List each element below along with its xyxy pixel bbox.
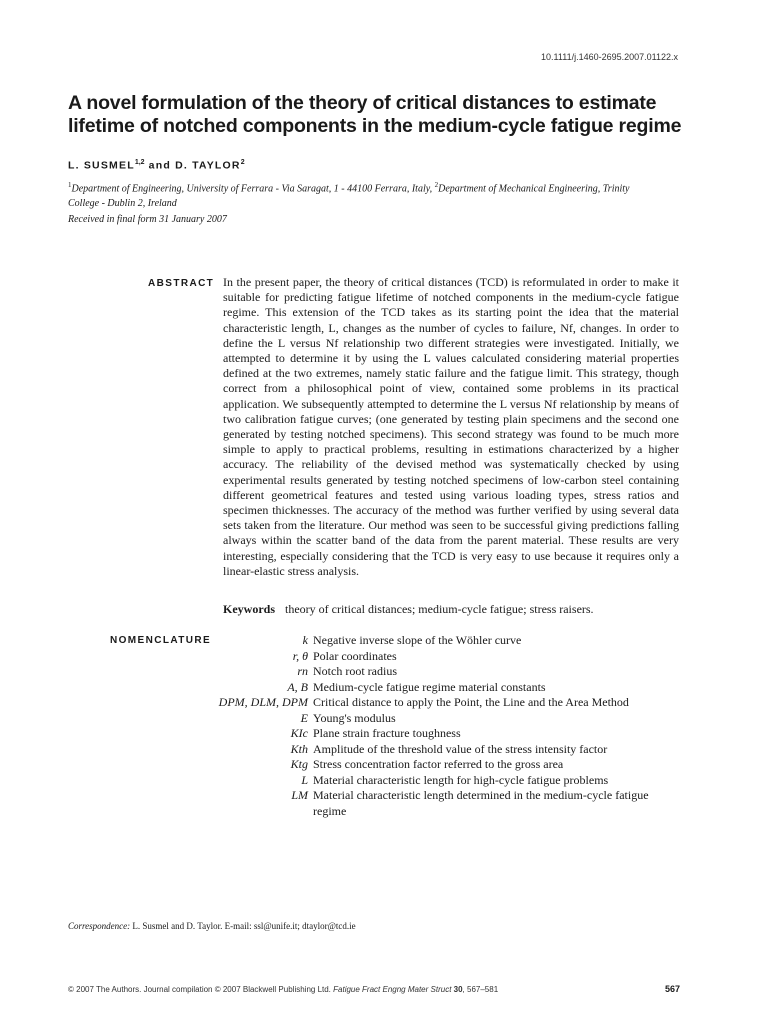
author-susmel-affil: 1,2 <box>134 159 145 166</box>
nomenclature-description: Stress concentration factor referred to the gross area <box>313 757 564 771</box>
affil-2-marker: 2 <box>434 181 439 189</box>
nomenclature-description: Medium-cycle fatigue regime material constants <box>313 679 546 694</box>
nomenclature-row <box>180 726 680 742</box>
nomenclature-row <box>180 649 680 665</box>
copyright-text: © 2007 The Authors. Journal compilation © 2007 Blackwell Publishing Ltd. <box>68 985 334 994</box>
nomenclature-symbol: Kth <box>290 741 308 756</box>
abstract-text: In the present paper, the theory of critical distances (TCD) is reformulated in order to make it suitable for predicting fatigue lifetime of notched components in the medium-cycle fatigue regime. This extension of the TCD takes as its starting point the idea that the material characteristic length, L, changes as the number of cycles to failure, Nf, changes. In order to define the L versus Nf relationship two different strategies were investigated. Initially, we attempted to determine it by using the L values calculated considering material properties defined at the two extremes, namely static failure and the fatigue limit. This strategy, though correct from a philosophical point of view, contained some problems in its practical application. We subsequently attempted to determine the L versus Nf relationship by means of two calibration fatigue curves; (one generated by testing plain specimens and the second one generated by testing notched specimens). This second strategy was found to be much more simple to apply to practical problems, resulting in estimations characterized by a higher accuracy. The reliability of the devised method was systematically checked by using experimental results generated by testing notched specimens of low-carbon steel containing different geometrical features and tested using various loading types, stress ratios and specimen thicknesses. The accuracy of the method was further verified by using several data sets taken from the literature. Our method was seen to be successful giving predictions falling always within the scatter band of the data from the parent material. These results are very interesting, especially considering that the TCD is very easy to use because it requires only a linear-elastic stress analysis. <box>223 275 679 578</box>
nomenclature-description: Polar coordinates <box>313 648 397 663</box>
author-conjunction: and <box>144 159 176 172</box>
journal-name: Fatigue Fract Engng Mater Struct <box>333 985 452 994</box>
nomenclature-row <box>180 757 680 773</box>
page-number: 567 <box>664 984 680 994</box>
nomenclature-symbol: DPM, DLM, DPM <box>218 695 308 709</box>
nomenclature-description: Young's modulus <box>313 710 396 725</box>
keywords-label: Keywords <box>223 602 275 616</box>
author-taylor-affil: 2 <box>240 159 245 166</box>
nomenclature-symbol: k <box>302 633 308 647</box>
nomenclature-heading: NOMENCLATURE <box>110 635 212 646</box>
nomenclature-list <box>180 633 680 819</box>
nomenclature-description: Negative inverse slope of the Wöhler curve <box>313 633 522 647</box>
nomenclature-symbol: Ktg <box>290 757 308 771</box>
nomenclature-symbol: r, θ <box>292 648 308 663</box>
nomenclature-description: Plane strain fracture toughness <box>313 726 461 740</box>
nomenclature-row <box>180 711 680 727</box>
page-range: , 567–581 <box>462 985 499 994</box>
nomenclature-row <box>180 633 680 649</box>
nomenclature-description: Amplitude of the threshold value of the stress intensity factor <box>313 741 608 756</box>
authors <box>68 159 245 172</box>
correspondence-label: Correspondence: <box>68 921 131 931</box>
affiliations <box>68 178 658 211</box>
affiliation-ferrara: Department of Engineering, University of Ferrara - Via Saragat, 1 - 44100 Ferrara, Italy, <box>71 183 435 195</box>
affiliation-trinity: Department of Mechanical Engineering, Trinity College - Dublin 2, Ireland <box>68 183 630 210</box>
nomenclature-row <box>180 664 680 680</box>
nomenclature-description: Notch root radius <box>313 664 397 678</box>
keywords-text: theory of critical distances; medium-cycle fatigue; stress raisers. <box>285 602 594 616</box>
nomenclature-symbol: rn <box>297 664 308 678</box>
correspondence-text[interactable]: L. Susmel and D. Taylor. E-mail: ssl@unife.it; dtaylor@tcd.ie <box>130 921 356 931</box>
correspondence <box>68 921 356 931</box>
nomenclature-row <box>180 680 680 696</box>
page-footer <box>68 985 680 994</box>
keywords <box>223 602 683 617</box>
received-date: Received in final form 31 January 2007 <box>68 214 227 225</box>
doi[interactable]: 10.1111/j.1460-2695.2007.01122.x <box>541 52 678 62</box>
nomenclature-symbol: L <box>301 772 308 787</box>
nomenclature-symbol: A, B <box>287 679 308 694</box>
nomenclature-row <box>180 788 680 819</box>
nomenclature-symbol: E <box>300 710 308 725</box>
affil-1-marker: 1 <box>68 181 72 189</box>
copyright-line <box>68 985 498 994</box>
nomenclature-description: Material characteristic length determined in the medium-cycle fatigue regime <box>313 788 649 818</box>
nomenclature-description: Critical distance to apply the Point, the Line and the Area Method <box>313 695 629 709</box>
volume-number: 30 <box>451 985 463 994</box>
nomenclature-symbol: KIc <box>290 726 308 740</box>
author-susmel: L. SUSMEL <box>68 159 135 172</box>
author-taylor: D. TAYLOR <box>175 159 241 172</box>
paper-title: A novel formulation of the theory of critical distances to estimate lifetime of notched components in the medium-cycle fatigue regime <box>68 92 682 137</box>
nomenclature-row <box>180 742 680 758</box>
nomenclature-description: Material characteristic length for high-cycle fatigue problems <box>313 772 609 787</box>
nomenclature-symbol: LM <box>291 788 308 802</box>
nomenclature-row <box>180 695 680 711</box>
abstract-heading: ABSTRACT <box>148 278 215 289</box>
nomenclature-row <box>180 773 680 789</box>
